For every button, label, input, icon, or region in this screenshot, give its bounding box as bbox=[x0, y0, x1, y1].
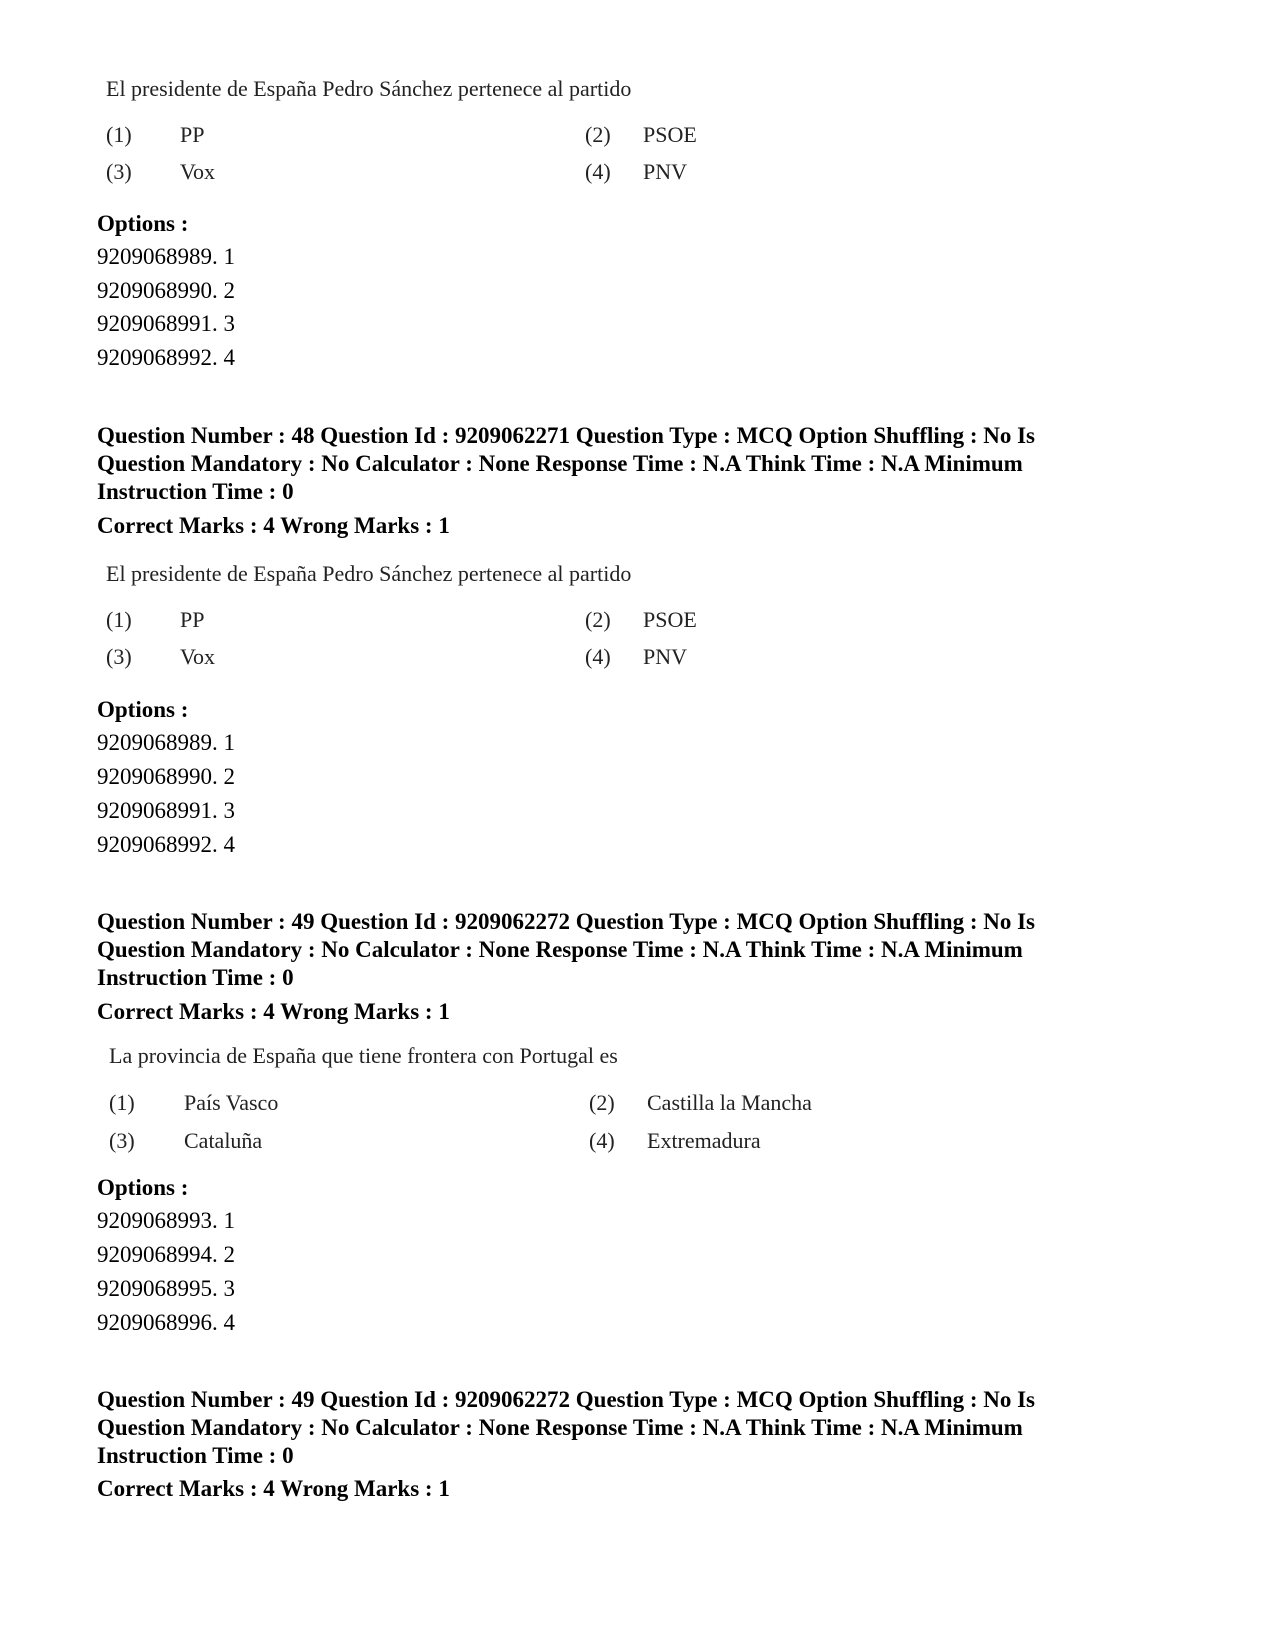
choice-text: PP bbox=[180, 607, 205, 632]
marks-line: Correct Marks : 4 Wrong Marks : 1 bbox=[97, 513, 450, 538]
question-header bbox=[97, 1386, 1187, 1470]
choice-number: (4) bbox=[585, 159, 611, 184]
choice-text: Vox bbox=[180, 159, 216, 184]
choice-number: (3) bbox=[106, 644, 132, 669]
option-line: 9209068989. 1 bbox=[97, 244, 235, 269]
option-line: 9209068994. 2 bbox=[97, 1242, 235, 1267]
options-label: Options : bbox=[97, 211, 189, 236]
choice-number: (2) bbox=[585, 122, 611, 147]
header-line: Instruction Time : 0 bbox=[97, 1443, 294, 1468]
question-header bbox=[97, 908, 1187, 992]
question-text: El presidente de España Pedro Sánchez pertenece al partido bbox=[106, 561, 632, 586]
header-line: Instruction Time : 0 bbox=[97, 965, 294, 990]
options-label: Options : bbox=[97, 1175, 189, 1200]
choice-number: (4) bbox=[589, 1128, 615, 1153]
header-line: Question Mandatory : No Calculator : None Response Time : N.A Think Time : N.A Minimum bbox=[97, 937, 1023, 962]
question-text: La provincia de España que tiene frontera con Portugal es bbox=[109, 1043, 618, 1068]
option-line: 9209068990. 2 bbox=[97, 764, 235, 789]
choice-text: PNV bbox=[643, 644, 688, 669]
choice-number: (1) bbox=[109, 1090, 135, 1115]
option-line: 9209068992. 4 bbox=[97, 345, 235, 370]
options-label: Options : bbox=[97, 697, 189, 722]
option-line: 9209068991. 3 bbox=[97, 798, 235, 823]
choice-text: Cataluña bbox=[184, 1128, 263, 1153]
header-line: Question Mandatory : No Calculator : None Response Time : N.A Think Time : N.A Minimum bbox=[97, 451, 1023, 476]
header-line: Question Number : 49 Question Id : 9209062272 Question Type : MCQ Option Shuffling : No Is bbox=[97, 909, 1036, 934]
choice-number: (3) bbox=[109, 1128, 135, 1153]
header-line: Instruction Time : 0 bbox=[97, 479, 294, 504]
header-line: Question Mandatory : No Calculator : None Response Time : N.A Think Time : N.A Minimum bbox=[97, 1415, 1023, 1440]
choice-text: Castilla la Mancha bbox=[647, 1090, 812, 1115]
choice-text: PSOE bbox=[643, 607, 697, 632]
choice-number: (1) bbox=[106, 122, 132, 147]
option-line: 9209068996. 4 bbox=[97, 1310, 235, 1335]
question-header bbox=[97, 422, 1187, 506]
option-line: 9209068993. 1 bbox=[97, 1208, 235, 1233]
header-line: Question Number : 48 Question Id : 9209062271 Question Type : MCQ Option Shuffling : No Is bbox=[97, 423, 1036, 448]
question-text: El presidente de España Pedro Sánchez pertenece al partido bbox=[106, 76, 632, 101]
choice-text: Vox bbox=[180, 644, 216, 669]
marks-line: Correct Marks : 4 Wrong Marks : 1 bbox=[97, 999, 450, 1024]
choice-number: (2) bbox=[589, 1090, 615, 1115]
choice-number: (1) bbox=[106, 607, 132, 632]
choice-text: PSOE bbox=[643, 122, 697, 147]
option-line: 9209068990. 2 bbox=[97, 278, 235, 303]
choice-text: PNV bbox=[643, 159, 688, 184]
header-line: Question Number : 49 Question Id : 9209062272 Question Type : MCQ Option Shuffling : No Is bbox=[97, 1387, 1036, 1412]
choice-text: PP bbox=[180, 122, 205, 147]
choice-number: (3) bbox=[106, 159, 132, 184]
option-line: 9209068995. 3 bbox=[97, 1276, 235, 1301]
option-line: 9209068989. 1 bbox=[97, 730, 235, 755]
choice-text: Extremadura bbox=[647, 1128, 761, 1153]
option-line: 9209068992. 4 bbox=[97, 832, 235, 857]
option-line: 9209068991. 3 bbox=[97, 311, 235, 336]
choice-text: País Vasco bbox=[184, 1090, 279, 1115]
choice-number: (4) bbox=[585, 644, 611, 669]
choice-number: (2) bbox=[585, 607, 611, 632]
marks-line: Correct Marks : 4 Wrong Marks : 1 bbox=[97, 1476, 450, 1501]
